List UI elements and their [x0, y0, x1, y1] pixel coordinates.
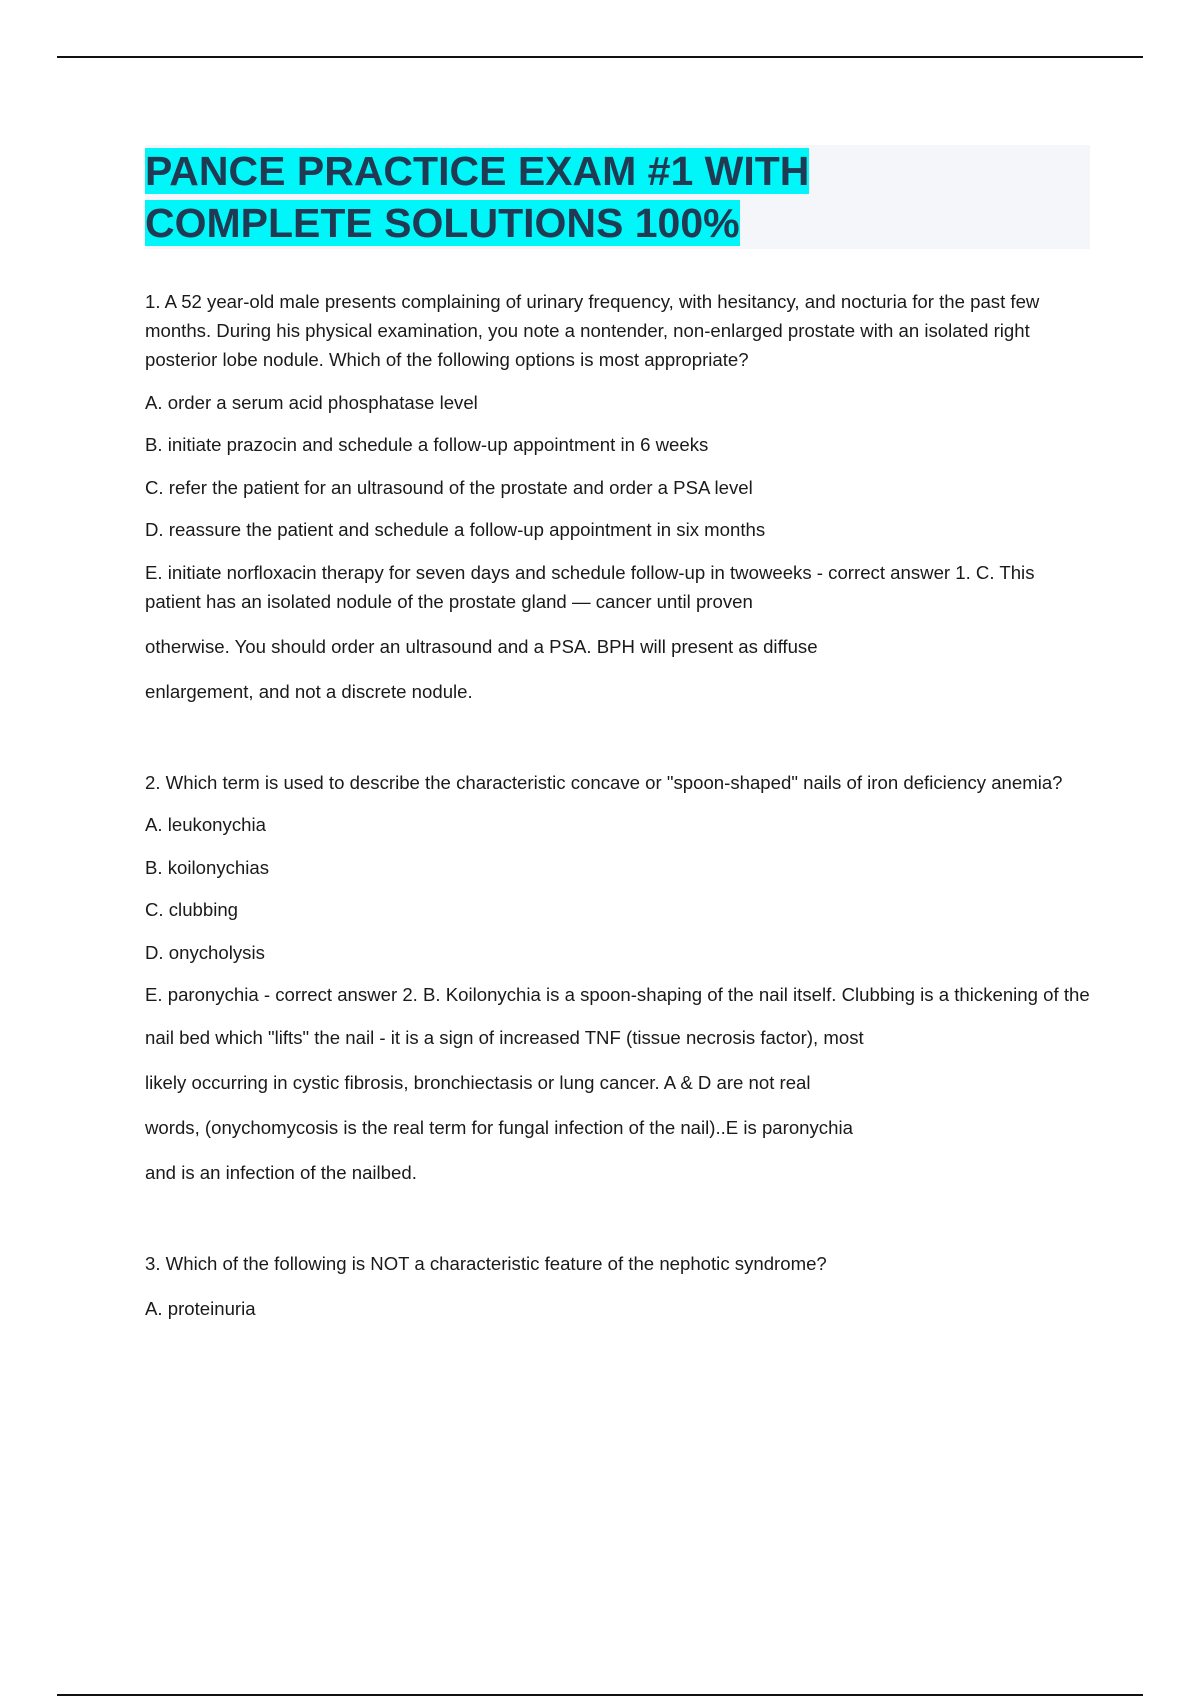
- explanation-line: enlargement, and not a discrete nodule.: [145, 681, 473, 702]
- question-stem: 2. Which term is used to describe the characteristic concave or "spoon-shaped" nails of iron deficiency anemia?: [145, 772, 1063, 793]
- answer-option: D. reassure the patient and schedule a follow-up appointment in six months: [145, 519, 766, 540]
- question-stem: 1. A 52 year-old male presents complaining of urinary frequency, with hesitancy, and nocturia for the past few months. During his physical examination, you note a nontender, non-enlarged prostate with an isolated right posterior lobe nodule. Which of the following options is most appropriate?: [145, 291, 1040, 370]
- answer-option: A. order a serum acid phosphatase level: [145, 392, 478, 413]
- bottom-rule: [57, 1694, 1143, 1696]
- question-stem: 3. Which of the following is NOT a characteristic feature of the nephotic syndrome?: [145, 1253, 827, 1274]
- answer-option: C. refer the patient for an ultrasound of the prostate and order a PSA level: [145, 477, 753, 498]
- explanation-line: likely occurring in cystic fibrosis, bronchiectasis or lung cancer. A & D are not real: [145, 1072, 811, 1093]
- document-body: [145, 145, 1090, 1323]
- title-line-1: PANCE PRACTICE EXAM #1 WITH: [145, 148, 810, 194]
- answer-option-with-solution: E. initiate norfloxacin therapy for seven days and schedule follow-up in twoweeks - correct answer 1. C. This patient has an isolated nodule of the prostate gland — cancer until proven: [145, 562, 1035, 612]
- explanation-line: nail bed which "lifts" the nail - it is a sign of increased TNF (tissue necrosis factor), most: [145, 1027, 864, 1048]
- question-3: [145, 1249, 1090, 1323]
- top-rule: [57, 56, 1143, 58]
- title-line-2: COMPLETE SOLUTIONS 100%: [145, 200, 740, 246]
- explanation-line: otherwise. You should order an ultrasound and a PSA. BPH will present as diffuse: [145, 636, 818, 657]
- answer-option: B. initiate prazocin and schedule a follow-up appointment in 6 weeks: [145, 434, 709, 455]
- answer-option: B. koilonychias: [145, 857, 270, 878]
- answer-option: D. onycholysis: [145, 942, 265, 963]
- explanation-line: words, (onychomycosis is the real term for fungal infection of the nail)..E is paronychia: [145, 1117, 853, 1138]
- document-title: [145, 145, 1090, 249]
- answer-option: A. leukonychia: [145, 814, 266, 835]
- answer-option: A. proteinuria: [145, 1298, 256, 1319]
- answer-option-with-solution: E. paronychia - correct answer 2. B. Koilonychia is a spoon-shaping of the nail itself. Clubbing is a thickening of the: [145, 984, 1090, 1005]
- question-2: [145, 768, 1090, 1187]
- explanation-line: and is an infection of the nailbed.: [145, 1162, 417, 1183]
- answer-option: C. clubbing: [145, 899, 239, 920]
- title-block: [145, 145, 1090, 249]
- question-1: [145, 287, 1090, 706]
